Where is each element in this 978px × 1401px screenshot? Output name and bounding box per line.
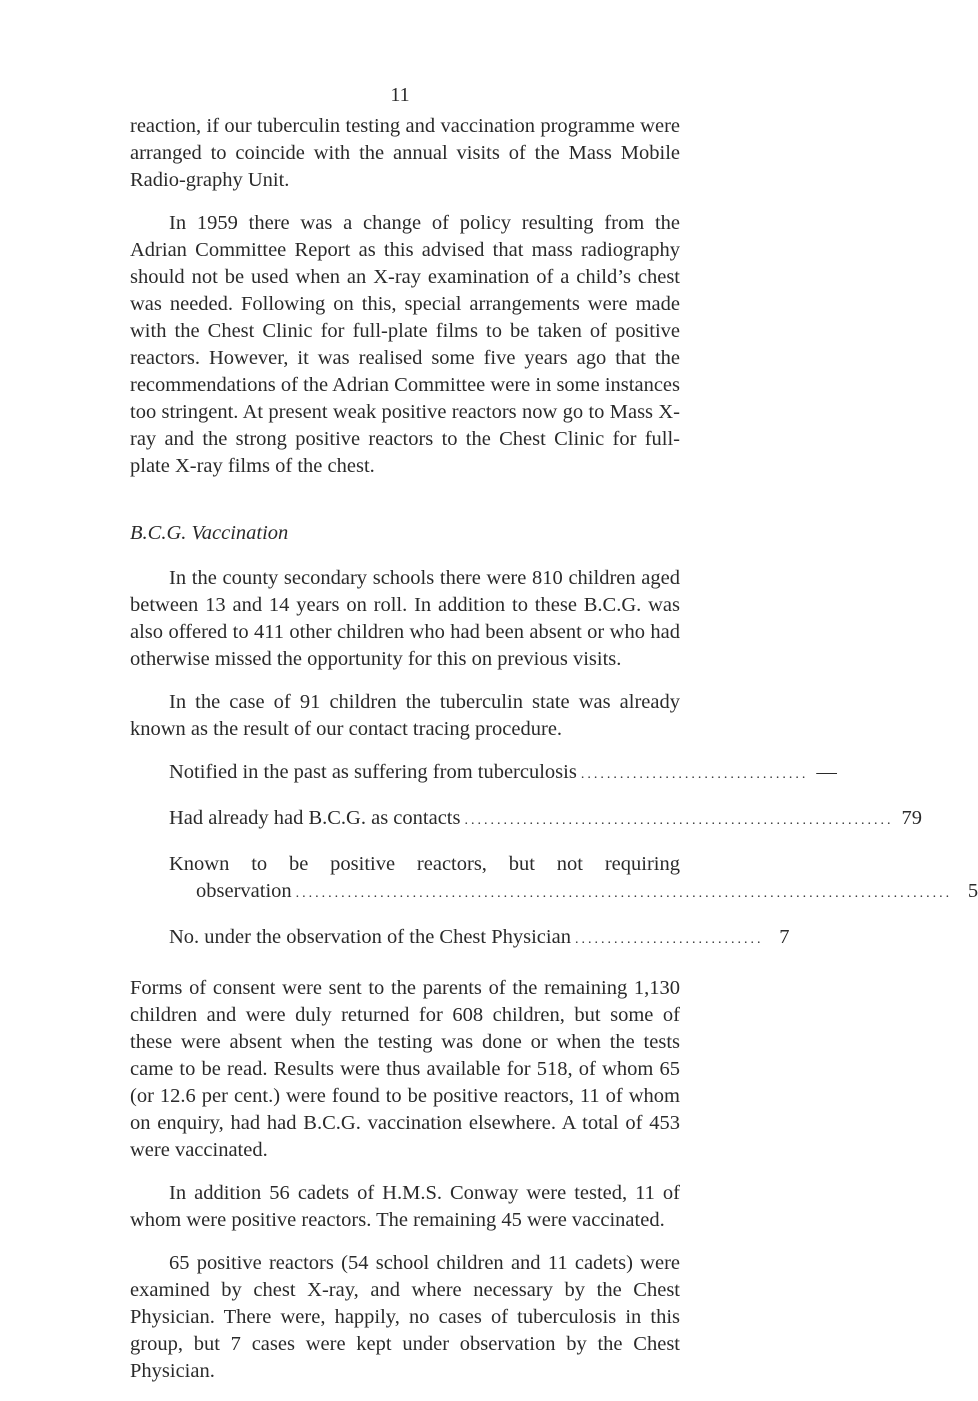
leader-dots: ..................................................................................................... — [295, 886, 953, 901]
paragraph-positive-reactors: 65 positive reactors (54 school children and 11 cadets) were examined by chest X-ray, and where necessary by the Chest Physician. There were, happily, no cases of tuberculosis in this group, but 7 cases were kept under observation by the Chest Physician. — [130, 1252, 680, 1382]
paragraph-hms-conway: In addition 56 cadets of H.M.S. Conway were tested, 11 of whom were positive reactors. The remaining 45 were vaccinated. — [130, 1182, 680, 1231]
list-item-label: Had already had B.C.G. as contacts — [169, 807, 461, 829]
paragraph-adrian-committee: In 1959 there was a change of policy resulting from the Adrian Committee Report as this advised that mass radiography should not be used when an X-ray examination of a child’s chest was needed. Following on this, special arrangements were made with the Chest Clinic for full-plate films to be taken of positive reactors. However, it was realised some five years ago that the recommendations of the Adrian Committee were in some instances too stringent. At present weak positive reactors now go to Mass X-ray and the strong positive reactors to the Chest Clinic for full-plate X-ray films of the chest. — [130, 212, 680, 477]
tuberculin-status-list — [169, 759, 978, 953]
list-item — [169, 924, 790, 953]
list-item-label: Notified in the past as suffering from tuberculosis — [169, 761, 577, 783]
paragraph-secondary-schools: In the county secondary schools there were 810 children aged between 13 and 14 years on roll. In addition to these B.C.G. was also offered to 411 other children who had been absent or who had otherwise missed the opportunity for this on previous visits. — [130, 567, 680, 670]
list-item-label: No. under the observation of the Chest Physician — [169, 926, 571, 948]
leader-dots: .................................................................. — [464, 813, 894, 828]
list-item-value: 79 — [901, 807, 922, 829]
list-item-value: 5 — [967, 880, 978, 902]
list-item — [169, 805, 922, 834]
list-item — [169, 759, 837, 788]
list-item-value: — — [816, 761, 837, 783]
paragraph-continuation: reaction, if our tuberculin testing and vaccination programme were arranged to coincide with the annual visits of the Mass Mobile Radio-graphy Unit. — [130, 115, 680, 191]
page-number: 11 — [390, 84, 410, 106]
list-item-value: 7 — [779, 926, 790, 948]
page-content — [130, 113, 978, 1401]
list-item-label-line1: Known to be positive reactors, but not requiring — [169, 853, 680, 875]
paragraph-consent-forms: Forms of consent were sent to the parents of the remaining 1,130 children and were duly returned for 608 children, but some of these were absent when the testing was done or when the tests came to be read. Results were thus available for 518, of whom 65 (or 12.6 per cent.) were found to be positive reactors, 11 of whom on enquiry, had had B.C.G. vaccination elsewhere. A total of 453 were vaccinated. — [130, 977, 680, 1161]
leader-dots: ................................... — [580, 767, 809, 782]
list-item-label-line2: observation — [196, 880, 292, 902]
leader-dots: ............................. — [574, 932, 764, 947]
list-item — [169, 851, 978, 907]
section-heading: B.C.G. Vaccination — [130, 522, 289, 544]
paragraph-tuberculin-state: In the case of 91 children the tuberculin state was already known as the result of our contact tracing procedure. — [130, 691, 680, 740]
